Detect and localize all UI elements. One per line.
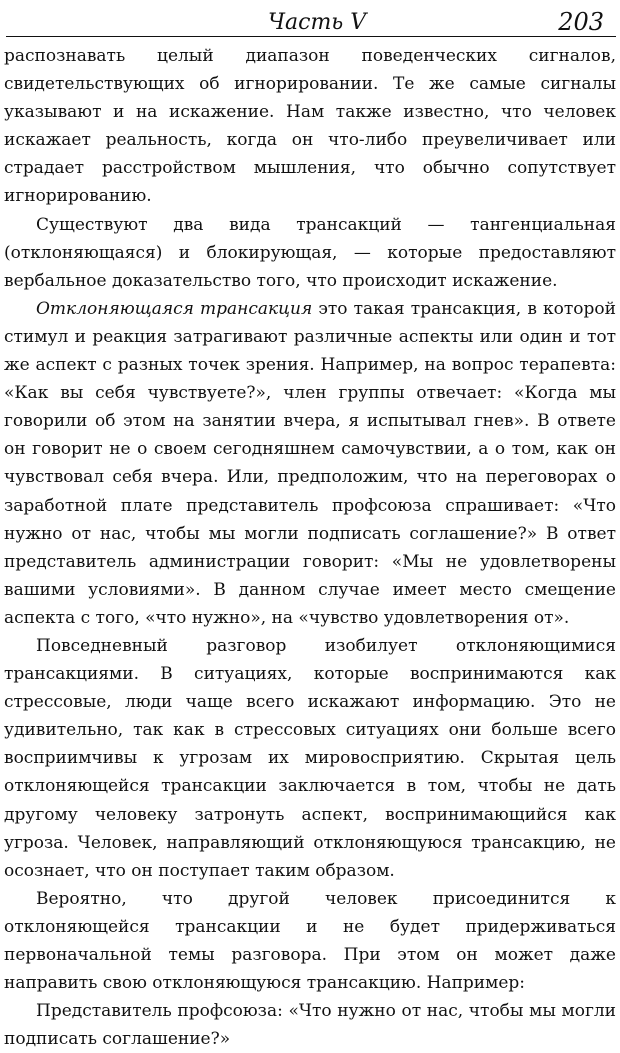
running-header [0, 6, 620, 40]
term-italic: Отклоняющаяся трансакция [36, 298, 313, 319]
paragraph-1: распознавать целый диапазон поведенческих сигналов, свидетельствующих об игнорировании. Те же самые сигналы указывают и на искажение. Нам также известно, что человек искажает реальность, когда он что-либо преувеличивает или страдает расстройством мышления, что обычно сопутствует игнорированию. [4, 46, 616, 207]
running-title: Часть V [268, 10, 367, 35]
paragraph-4: Повседневный разговор изобилует отклоняющимися трансакциями. В ситуациях, которые воспринимаются как стрессовые, люди чаще всего искажают информацию. Это не удивительно, так как в стрессовых ситуациях они больше всего восприимчивы к угрозам их мировосприятию. Скрытая цель отклоняющейся трансакции заключается в том, чтобы не дать другому человеку затронуть аспект, воспринимающийся как угроза. Человек, направляющий отклоняющуюся трансакцию, не осознает, что он поступает таким образом. [4, 635, 616, 881]
paragraph-3: Отклоняющаяся трансакция это такая трансакция, в которой стимул и реакция затрагивают различные аспекты или один и тот же аспект с разных точек зрения. Например, на вопрос терапевта: «Как вы себя чувствуете?», член группы отвечает: «Когда мы говорили об этом на занятии вчера, я испытывал гнев». В ответе он говорит не о своем сегодняшнем самочувствии, а о том, как он чувствовал себя вчера. Или, предположим, что на переговорах о заработной плате представитель профсоюза спрашивает: «Что нужно от нас, чтобы мы могли подписать соглашение?» В ответ представитель администрации говорит: «Мы не удовлетворены вашими условиями». В данном случае имеет место смещение аспекта с того, «что нужно», на «чувство удовлетворения от». [4, 298, 616, 628]
paragraph-2: Существуют два вида трансакций — тангенциальная (отклоняющаяся) и блокирующая, — которые предоставляют вербальное доказательство того, что происходит искажение. [4, 214, 616, 291]
paragraph-6: Представитель профсоюза: «Что нужно от нас, чтобы мы могли подписать соглашение?» [4, 1001, 616, 1050]
page-number: 203 [558, 8, 604, 36]
header-rule [6, 36, 616, 37]
paragraph-5: Вероятно, что другой человек присоединится к отклоняющейся трансакции и не будет придерживаться первоначальной темы разговора. При этом он может даже направить свою отклоняющуюся трансакцию. Например: [4, 888, 616, 994]
body-text [4, 42, 616, 1053]
